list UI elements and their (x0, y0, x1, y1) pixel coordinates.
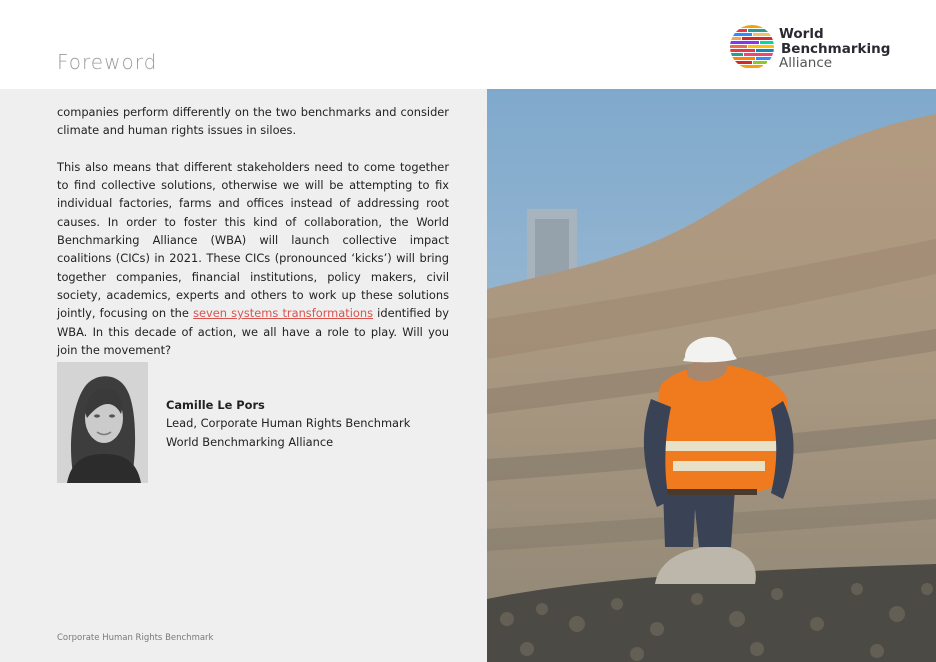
logo-line-alliance: Alliance (779, 55, 833, 71)
seven-systems-transformations-link[interactable]: seven systems transformations (193, 306, 374, 321)
page-title: Foreword (57, 50, 158, 74)
foreword-body (57, 103, 449, 377)
paragraph-2-text-start: This also means that different stakeholders need to come together to find collective solutions, otherwise we will be attempting to fix individual factories, farms and offices instead of addressing root causes. In order to foster this kind of collaboration, the World Benchmarking Alliance (WBA) will launch collective impact coalitions (CICs) in 2021. These CICs (pronounced ‘kicks’) will bring together companies, financial institutions, policy makers, civil society, academics, experts and others to work up these solutions jointly, focusing on the (57, 159, 449, 321)
foreword-paragraph-1: companies perform differently on the two benchmarks and consider climate and human rights issues in siloes. (57, 105, 449, 138)
logo-line-benchmarking: Benchmarking (781, 40, 891, 57)
wba-logo[interactable] (729, 24, 889, 72)
logo-line-world: World (779, 26, 824, 42)
footer-label: Corporate Human Rights Benchmark (57, 633, 214, 643)
author-name: Camille Le Pors (166, 398, 265, 412)
foreword-paragraph-2 (57, 158, 449, 359)
author-role: Lead, Corporate Human Rights Benchmark (166, 416, 411, 431)
author-portrait-image (57, 362, 148, 483)
author-portrait (57, 362, 148, 483)
paragraph-2-text-end: identified by WBA. In this decade of action, we all have a role to play. Will you join the movement? (57, 306, 449, 357)
mine-worker-photo (487, 89, 936, 662)
wba-logo-mark-icon (729, 24, 775, 70)
wba-logo-text (779, 27, 890, 71)
author-organization: World Benchmarking Alliance (166, 434, 334, 449)
page-header (0, 0, 936, 89)
author-block (166, 396, 410, 451)
mine-worker-photo-image (487, 89, 936, 662)
foreword-text-panel (0, 89, 487, 662)
